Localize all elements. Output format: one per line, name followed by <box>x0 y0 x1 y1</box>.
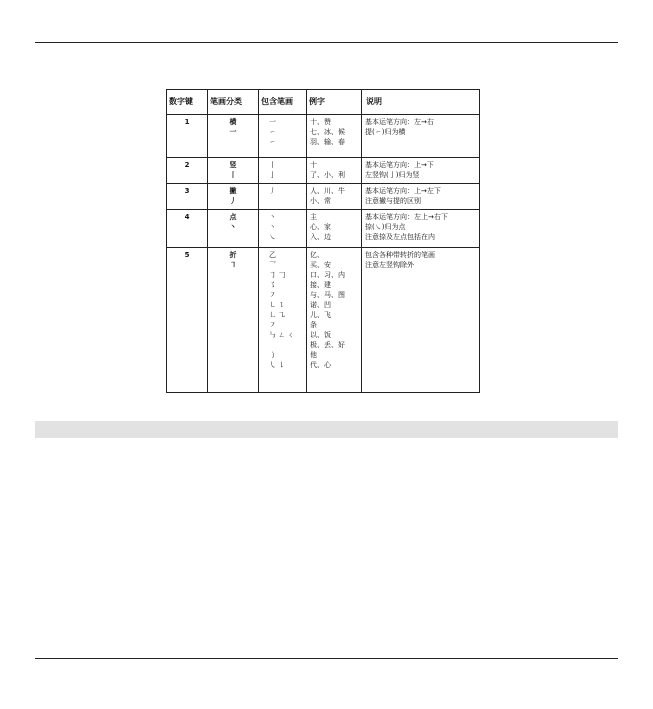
row-examples: 亿、 买、安 口、习、内 接、建 与、马、图 诺、凹 儿、飞 条 以、饭 极、丢、好 他 代、心 <box>307 248 362 393</box>
table-row <box>167 248 480 393</box>
table-row <box>167 210 480 248</box>
row-strokes: 乙 乛 ㇆ 𠃌 ㇌ ㇇ ㇄ ㇊ ㇗ ㇈ ㇇ ㇉ ㄥ ㄑ ㇁ ㇂ ㇙ <box>259 248 307 393</box>
row-examples: 主 心、家 入、边 <box>307 210 362 248</box>
row-key: 2 <box>167 158 208 184</box>
row-examples: 十、赞 七、冰、候 羽、输、春 <box>307 115 362 158</box>
header-stroke-category: 笔画分类 <box>208 90 259 115</box>
row-category: 撇 丿 <box>208 184 259 210</box>
row-strokes: 一 ㇀ ㇀ <box>259 115 307 158</box>
header-included-strokes: 包含笔画 <box>259 90 307 115</box>
table-row <box>167 158 480 184</box>
section-band <box>35 421 618 438</box>
row-category: 点 丶 <box>208 210 259 248</box>
row-key: 1 <box>167 115 208 158</box>
header-explanation: 说明 <box>362 90 480 115</box>
row-key: 4 <box>167 210 208 248</box>
row-explanation: 基本运笔方向：左→右 提(㇀)归为横 <box>362 115 480 158</box>
row-strokes: 丶 丶 ㇏ <box>259 210 307 248</box>
row-examples: 十 了、小、利 <box>307 158 362 184</box>
row-explanation: 基本运笔方向：上→下 左竖钩(亅)归为竖 <box>362 158 480 184</box>
table-row <box>167 184 480 210</box>
stroke-category-table <box>166 89 480 393</box>
row-examples: 人、川、牛 小、常 <box>307 184 362 210</box>
table-row <box>167 115 480 158</box>
header-number-key: 数字键 <box>167 90 208 115</box>
footer-rule <box>35 658 618 659</box>
row-key: 3 <box>167 184 208 210</box>
row-category: 折 ㇕ <box>208 248 259 393</box>
row-explanation: 基本运笔方向：上→左下 注意撇与提的区别 <box>362 184 480 210</box>
header-example-characters: 例字 <box>307 90 362 115</box>
row-category: 横 一 <box>208 115 259 158</box>
row-category: 竖 丨 <box>208 158 259 184</box>
table-header-row <box>167 90 480 115</box>
row-key: 5 <box>167 248 208 393</box>
header-rule <box>35 42 618 43</box>
row-strokes: 丿 <box>259 184 307 210</box>
row-explanation: 基本运笔方向：左上→右下 捺(㇏)归为点 注意捺及左点包括在内 <box>362 210 480 248</box>
row-strokes: 丨 亅 <box>259 158 307 184</box>
row-explanation: 包含各种带转折的笔画 注意左竖钩除外 <box>362 248 480 393</box>
